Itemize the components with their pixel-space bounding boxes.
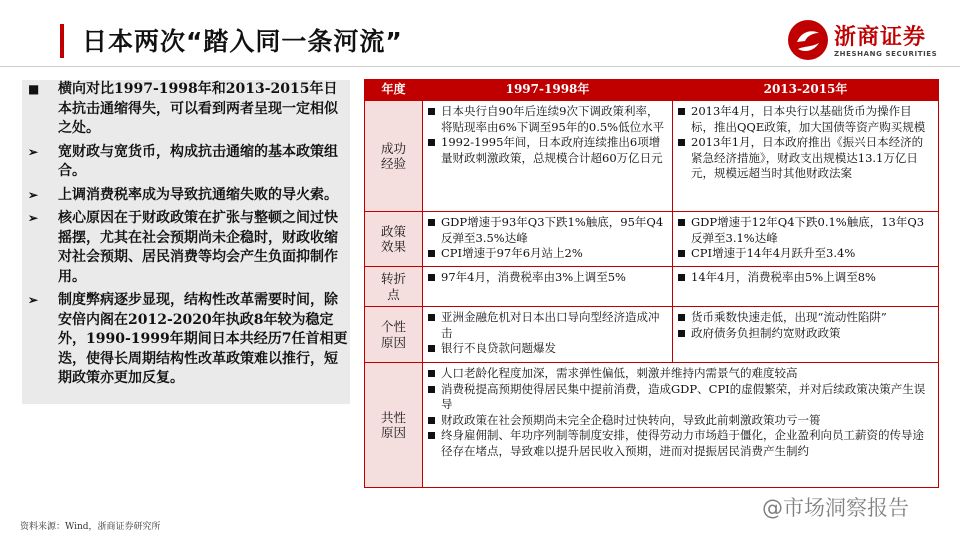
- list-item: 货币乘数快速走低，出现“流动性陷阱”: [677, 310, 934, 326]
- brand-logo-icon: [788, 20, 828, 60]
- column-header: 年度: [365, 80, 423, 101]
- summary-text: 核心原因在于财政政策在扩张与整顿之间过快摇摆，尤其在社会预期尚未企稳时，财政收缩对社会预期、居民消费等均会产生负面抑制作用。: [58, 210, 338, 285]
- table-header-row: [365, 80, 939, 101]
- brand-logo: [788, 18, 938, 70]
- table-row: [365, 267, 939, 307]
- title-accent-bar: [60, 24, 64, 58]
- summary-item: [26, 186, 348, 206]
- column-header: 2013-2015年: [673, 80, 939, 101]
- arrow-bullet-icon: ➢: [28, 187, 39, 202]
- table-cell: [423, 307, 673, 363]
- table-cell: [423, 212, 673, 267]
- list-item: 终身雇佣制、年功序列制等制度安排，使得劳动力市场趋于僵化，企业盈利向员工薪资的传导途径存在堵点，导致难以提升居民收入预期，进而对提振居民消费产生制约: [427, 428, 934, 459]
- row-label: 个性 原因: [365, 307, 423, 363]
- list-item: CPI增速于14年4月跃升至3.4%: [677, 246, 934, 262]
- table-cell: [423, 101, 673, 212]
- page-title: 日本两次“踏入同一条河流”: [82, 27, 403, 56]
- list-item: 消费税提高预期使得居民集中提前消费，造成GDP、CPI的虚假繁荣，并对后续政策决策产生误导: [427, 382, 934, 413]
- source-note: 资料来源：Wind，浙商证券研究所: [20, 522, 161, 532]
- list-item: 14年4月，消费税率由5%上调至8%: [677, 270, 934, 286]
- brand-name-en: ZHESHANG SECURITIES: [834, 50, 938, 58]
- comparison-table: [364, 79, 939, 488]
- list-item: 政府债务负担制约宽财政政策: [677, 326, 934, 342]
- row-label: 转折 点: [365, 267, 423, 307]
- summary-text: 横向对比1997-1998年和2013-2015年日本抗击通缩得失，可以看到两者呈现一定相似之处。: [58, 81, 338, 136]
- table-cell: [423, 363, 939, 488]
- watermark-text: @市场洞察报告: [762, 496, 909, 520]
- list-item: 2013年4月，日本央行以基础货币为操作目标，推出QQE政策，加大国债等资产购买规模: [677, 104, 934, 135]
- row-label: 共性 原因: [365, 363, 423, 488]
- table-cell: [673, 101, 939, 212]
- table-cell: [673, 307, 939, 363]
- summary-text: 制度弊病逐步显现，结构性改革需要时间，除安倍内阁在2012-2020年执政8年较为稳定外，1990-1999年期间日本共经历7任首相更迭，使得长周期结构性改革政策难以推行，短期政策亦更加反复。: [58, 292, 348, 386]
- list-item: GDP增速于93年Q3下跌1%触底，95年Q4反弹至3.5%达峰: [427, 215, 668, 246]
- arrow-bullet-icon: ➢: [28, 211, 39, 225]
- row-label: 政策 效果: [365, 212, 423, 267]
- list-item: 银行不良贷款问题爆发: [427, 341, 668, 357]
- summary-text: 上调消费税率成为导致抗通缩失败的导火索。: [58, 186, 338, 203]
- brand-name-cn: 浙商证券: [834, 25, 927, 50]
- arrow-bullet-icon: ➢: [28, 144, 39, 159]
- summary-item: [26, 209, 348, 287]
- summary-item: [26, 291, 348, 389]
- list-item: 财政政策在社会预期尚未完全企稳时过快转向，导致此前刺激政策功亏一篑: [427, 413, 934, 429]
- table-cell: [423, 267, 673, 307]
- summary-list: [26, 80, 348, 393]
- table-row: [365, 101, 939, 212]
- list-item: 日本央行自90年后连续9次下调政策利率，将贴现率由6%下调至95年的0.5%低位水平: [427, 104, 668, 135]
- table-row: [365, 307, 939, 363]
- row-label: 成功 经验: [365, 101, 423, 212]
- summary-item: [26, 143, 348, 182]
- summary-text: 宽财政与宽货币，构成抗击通缩的基本政策组合。: [58, 143, 338, 179]
- table-row: [365, 212, 939, 267]
- summary-item: [26, 80, 348, 139]
- table-row: [365, 363, 939, 488]
- column-header: 1997-1998年: [423, 80, 673, 101]
- table-cell: [673, 267, 939, 307]
- square-bullet-icon: ■: [28, 82, 40, 96]
- list-item: 97年4月，消费税率由3%上调至5%: [427, 270, 668, 286]
- arrow-bullet-icon: ➢: [28, 293, 39, 307]
- list-item: 1992-1995年间，日本政府连续推出6项增量财政刺激政策，总规模合计超60万亿日元: [427, 135, 668, 166]
- table-cell: [673, 212, 939, 267]
- header-divider: [0, 66, 960, 67]
- list-item: 人口老龄化程度加深，需求弹性偏低，刺激并维持内需景气的难度较高: [427, 366, 934, 382]
- list-item: 2013年1月，日本政府推出《振兴日本经济的紧急经济措施》，财政支出规模达13.1万亿日元，规模远超当时其他财政法案: [677, 135, 934, 182]
- list-item: GDP增速于12年Q4下跌0.1%触底，13年Q3反弹至3.1%达峰: [677, 215, 934, 246]
- list-item: 亚洲金融危机对日本出口导向型经济造成冲击: [427, 310, 668, 341]
- list-item: CPI增速于97年6月站上2%: [427, 246, 668, 262]
